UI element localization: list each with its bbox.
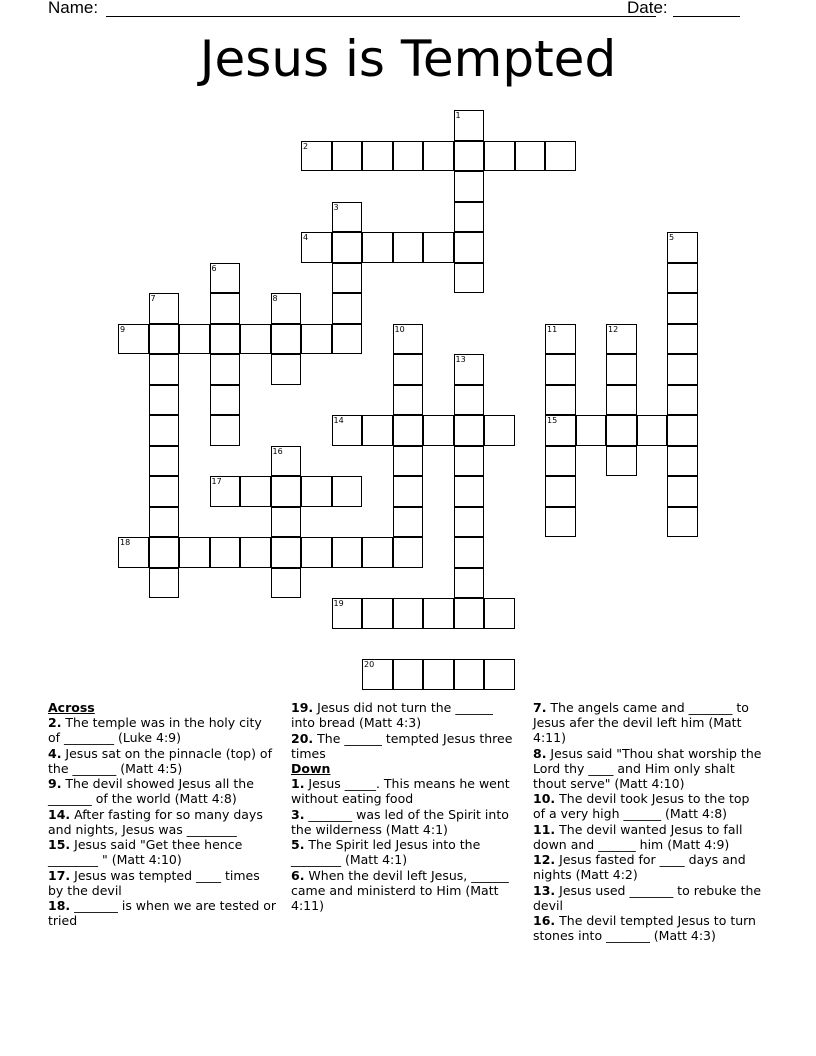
clue-text: Jesus fasted for ____ days and nights (Matt 4:2) (533, 852, 746, 882)
grid-cell[interactable] (332, 293, 363, 324)
grid-cell[interactable] (454, 537, 485, 568)
grid-cell[interactable] (545, 415, 576, 446)
grid-cell[interactable] (423, 659, 454, 690)
grid-cell[interactable] (362, 415, 393, 446)
clue-number: 1 (455, 111, 461, 120)
grid-cell[interactable] (545, 385, 576, 416)
clue-text: _______ was led of the Spirit into the wilderness (Matt 4:1) (291, 806, 509, 837)
grid-cell[interactable] (149, 507, 180, 538)
clue-number: 13. (533, 882, 556, 898)
grid-cell[interactable] (545, 354, 576, 385)
clue-text: Jesus did not turn the ______ into bread (Matt 4:3) (291, 700, 493, 730)
grid-cell[interactable] (454, 476, 485, 507)
date-label: Date: (627, 0, 668, 17)
clue-number: 7. (533, 700, 547, 715)
grid-cell[interactable] (454, 385, 485, 416)
grid-cell[interactable] (667, 385, 698, 416)
clue-text: _______ is when we are tested or tried (48, 898, 277, 928)
grid-cell[interactable] (362, 232, 393, 263)
clue (291, 731, 517, 761)
grid-cell[interactable] (423, 232, 454, 263)
grid-cell[interactable] (393, 415, 424, 446)
clue-text: Jesus said "Thou shat worship the Lord thy ____ and Him only shalt thout serve" (Matt 4:10) (533, 745, 762, 791)
clue-number: 20 (364, 660, 375, 669)
clue (48, 746, 276, 776)
grid-cell[interactable] (667, 415, 698, 446)
grid-cell[interactable] (454, 354, 485, 385)
grid-cell[interactable] (454, 568, 485, 599)
grid-cell[interactable] (454, 110, 485, 141)
grid-cell[interactable] (393, 141, 424, 172)
grid-cell[interactable] (240, 537, 271, 568)
clue-number: 11 (547, 324, 558, 334)
clue (48, 807, 276, 837)
clue-number: 6 (211, 263, 217, 273)
clue (48, 898, 276, 928)
grid-cell[interactable] (515, 141, 546, 172)
grid-cell[interactable] (484, 598, 515, 629)
clue (291, 807, 517, 837)
grid-cell[interactable] (393, 354, 424, 385)
clue-number: 18 (120, 538, 131, 547)
clue (291, 776, 517, 806)
clue-text: Jesus sat on the pinnacle (top) of the _______ (Matt 4:5) (48, 745, 272, 776)
clue (48, 837, 276, 867)
grid-cell[interactable] (301, 232, 332, 263)
grid-cell[interactable] (149, 446, 180, 477)
grid-cell[interactable] (149, 415, 180, 446)
grid-cell[interactable] (149, 568, 180, 599)
clue-number: 9. (48, 776, 62, 791)
grid-cell[interactable] (332, 324, 363, 355)
grid-cell[interactable] (393, 232, 424, 263)
clue-number: 18. (48, 898, 71, 913)
clue-number: 6. (291, 867, 305, 883)
clue-number: 12 (608, 324, 619, 334)
grid-cell[interactable] (484, 141, 515, 172)
grid-cell[interactable] (606, 385, 637, 416)
clue-number: 7 (150, 294, 156, 303)
clue-text: After fasting for so many days and nights, Jesus was ________ (48, 806, 263, 837)
grid-cell[interactable] (362, 141, 393, 172)
grid-cell[interactable] (667, 293, 698, 324)
grid-cell[interactable] (454, 446, 485, 477)
clue (291, 700, 517, 730)
grid-cell[interactable] (332, 537, 363, 568)
grid-cell[interactable] (301, 324, 332, 355)
clues-column-2 (291, 700, 517, 913)
grid-cell[interactable] (545, 476, 576, 507)
clue (48, 776, 276, 806)
clue-text: When the devil left Jesus, ______ came and ministerd to Him (Matt 4:11) (291, 867, 509, 913)
grid-cell[interactable] (271, 568, 302, 599)
clue (48, 868, 276, 898)
grid-cell[interactable] (454, 507, 485, 538)
grid-cell[interactable] (484, 415, 515, 446)
grid-cell[interactable] (454, 415, 485, 446)
grid-cell[interactable] (271, 446, 302, 477)
grid-cell[interactable] (667, 263, 698, 294)
grid-cell[interactable] (606, 415, 637, 446)
clue (533, 883, 765, 913)
grid-cell[interactable] (454, 263, 485, 294)
grid-cell[interactable] (606, 324, 637, 355)
grid-cell[interactable] (393, 507, 424, 538)
grid-cell[interactable] (271, 476, 302, 507)
grid-cell[interactable] (332, 598, 363, 629)
clue-text: Jesus was tempted ____ times by the devil (48, 867, 260, 898)
grid-cell[interactable] (393, 598, 424, 629)
grid-cell[interactable] (240, 476, 271, 507)
clue-number: 4 (303, 233, 309, 242)
grid-cell[interactable] (332, 476, 363, 507)
grid-cell[interactable] (240, 324, 271, 355)
clue-text: The angels came and _______ to Jesus afer the devil left him (Matt 4:11) (533, 700, 749, 745)
clues-column-3 (533, 700, 765, 944)
clue-number: 3. (291, 806, 305, 822)
clue-number: 15 (547, 416, 558, 425)
clue-text: The devil took Jesus to the top of a very high ______ (Matt 4:8) (533, 791, 750, 821)
clue-text: The devil wanted Jesus to fall down and ______ him (Matt 4:9) (533, 821, 743, 852)
clue-number: 11. (533, 821, 556, 837)
name-label: Name: (48, 0, 99, 17)
clue-number: 5. (291, 837, 305, 852)
grid-cell[interactable] (637, 415, 668, 446)
grid-cell[interactable] (149, 537, 180, 568)
grid-cell[interactable] (362, 598, 393, 629)
clue-number: 8 (272, 294, 278, 303)
clue-number: 12. (533, 852, 556, 867)
clue-number: 2 (303, 141, 309, 151)
grid-cell[interactable] (179, 537, 210, 568)
clue (533, 913, 765, 943)
grid-cell[interactable] (393, 324, 424, 355)
grid-cell[interactable] (454, 598, 485, 629)
clue-number: 13 (455, 355, 466, 364)
grid-cell[interactable] (393, 476, 424, 507)
clue-number: 5 (669, 233, 675, 242)
grid-cell[interactable] (210, 263, 241, 294)
clue (291, 837, 517, 867)
clue-number: 3 (333, 202, 339, 212)
grid-cell[interactable] (667, 476, 698, 507)
grid-cell[interactable] (149, 385, 180, 416)
clue-text: The ______ tempted Jesus three times (291, 730, 513, 761)
grid-cell[interactable] (149, 476, 180, 507)
clue-number: 2. (48, 715, 62, 730)
clue-text: The temple was in the holy city of ________ (Luke 4:9) (48, 715, 262, 745)
grid-cell[interactable] (210, 354, 241, 385)
grid-cell[interactable] (118, 324, 149, 355)
clue-text: Jesus said "Get thee hence ________ " (Matt 4:10) (48, 837, 243, 867)
clue (533, 700, 765, 745)
grid-cell[interactable] (545, 141, 576, 172)
grid-cell[interactable] (606, 446, 637, 477)
grid-cell[interactable] (332, 263, 363, 294)
grid-cell[interactable] (454, 171, 485, 202)
grid-cell[interactable] (210, 293, 241, 324)
grid-cell[interactable] (667, 324, 698, 355)
grid-cell[interactable] (454, 659, 485, 690)
clue-number: 1. (291, 776, 305, 791)
grid-cell[interactable] (484, 659, 515, 690)
clue (291, 868, 517, 913)
clue-number: 16. (533, 913, 556, 928)
grid-cell[interactable] (606, 354, 637, 385)
grid-cell[interactable] (362, 659, 393, 690)
grid-cell[interactable] (423, 141, 454, 172)
clue (533, 852, 765, 882)
grid-cell[interactable] (271, 354, 302, 385)
grid-cell[interactable] (454, 141, 485, 172)
clue-text: Jesus _____. This means he went without eating food (291, 776, 510, 806)
clue-number: 20. (291, 730, 314, 746)
grid-cell[interactable] (332, 415, 363, 446)
clue-text: The devil showed Jesus all the _______ of the world (Matt 4:8) (48, 776, 254, 806)
grid-cell[interactable] (118, 537, 149, 568)
grid-cell[interactable] (301, 537, 332, 568)
clue-number: 9 (120, 324, 126, 334)
grid-cell[interactable] (667, 507, 698, 538)
clue-number: 17. (48, 867, 71, 883)
grid-cell[interactable] (332, 141, 363, 172)
clue (533, 822, 765, 852)
clue-number: 19. (291, 700, 314, 715)
grid-cell[interactable] (423, 598, 454, 629)
grid-cell[interactable] (423, 415, 454, 446)
clue-number: 15. (48, 837, 71, 852)
grid-cell[interactable] (667, 446, 698, 477)
grid-cell[interactable] (301, 141, 332, 172)
grid-cell[interactable] (332, 202, 363, 233)
grid-cell[interactable] (667, 232, 698, 263)
clue-text: Jesus used _______ to rebuke the devil (533, 882, 762, 913)
grid-cell[interactable] (393, 659, 424, 690)
clue-number: 14. (48, 806, 71, 822)
grid-cell[interactable] (179, 324, 210, 355)
grid-cell[interactable] (149, 324, 180, 355)
clue-number: 8. (533, 745, 547, 761)
clue-number: 10. (533, 791, 556, 806)
clue-number: 4. (48, 745, 62, 761)
grid-cell[interactable] (210, 537, 241, 568)
grid-cell[interactable] (149, 354, 180, 385)
grid-cell[interactable] (332, 232, 363, 263)
clue (48, 715, 276, 745)
grid-cell[interactable] (271, 293, 302, 324)
clue-text: The devil tempted Jesus to turn stones into _______ (Matt 4:3) (533, 913, 756, 943)
clue-text: The Spirit led Jesus into the ________ (Matt 4:1) (291, 837, 481, 867)
grid-cell[interactable] (393, 537, 424, 568)
clue-number: 19 (333, 599, 344, 608)
page-title: Jesus is Tempted (199, 30, 617, 88)
grid-cell[interactable] (271, 537, 302, 568)
across-heading: Across (48, 700, 95, 715)
clue-number: 17 (211, 477, 222, 486)
grid-cell[interactable] (149, 293, 180, 324)
grid-cell[interactable] (210, 476, 241, 507)
down-heading: Down (291, 761, 331, 776)
grid-cell[interactable] (454, 232, 485, 263)
clue-number: 16 (272, 446, 283, 456)
clue (533, 791, 765, 821)
grid-cell[interactable] (545, 324, 576, 355)
grid-cell[interactable] (545, 446, 576, 477)
grid-cell[interactable] (454, 202, 485, 233)
grid-cell[interactable] (271, 324, 302, 355)
grid-cell[interactable] (301, 476, 332, 507)
clues-column-1 (48, 700, 276, 929)
grid-cell[interactable] (362, 537, 393, 568)
grid-cell[interactable] (271, 507, 302, 538)
grid-cell[interactable] (393, 446, 424, 477)
grid-cell[interactable] (393, 385, 424, 416)
grid-cell[interactable] (210, 324, 241, 355)
clue-number: 10 (394, 324, 405, 334)
grid-cell[interactable] (667, 354, 698, 385)
clue-number: 14 (333, 416, 344, 425)
grid-cell[interactable] (576, 415, 607, 446)
grid-cell[interactable] (210, 415, 241, 446)
clue (533, 746, 765, 791)
grid-cell[interactable] (210, 385, 241, 416)
grid-cell[interactable] (545, 507, 576, 538)
